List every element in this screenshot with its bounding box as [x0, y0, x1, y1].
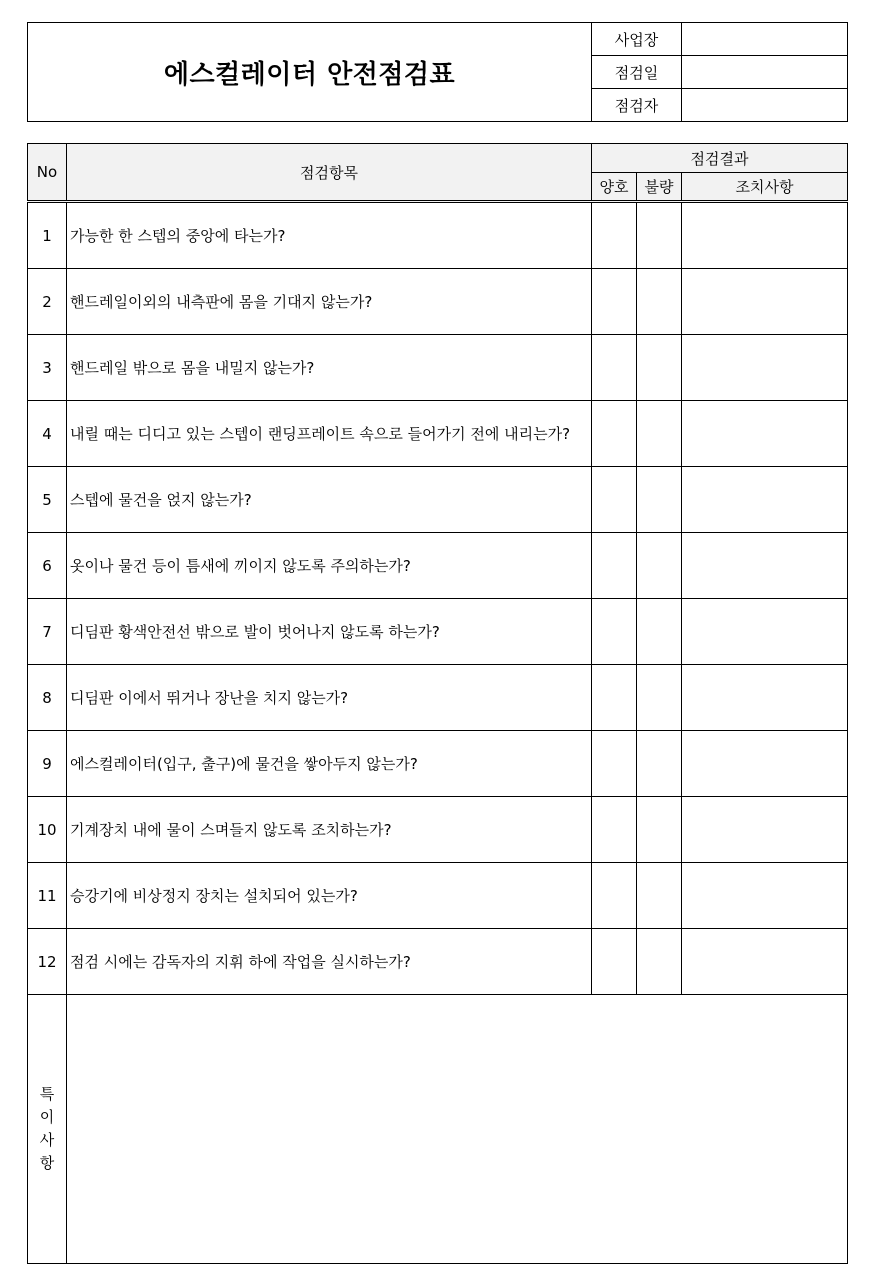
column-header-item: 점검항목: [67, 144, 592, 202]
row-bad-cell[interactable]: [637, 467, 682, 533]
row-good-cell[interactable]: [592, 929, 637, 995]
row-good-cell[interactable]: [592, 335, 637, 401]
row-number: 5: [28, 467, 67, 533]
table-row: [28, 467, 848, 533]
table-row: [28, 335, 848, 401]
table-row: [28, 863, 848, 929]
row-number: 4: [28, 401, 67, 467]
row-item-text: 옷이나 물건 등이 틈새에 끼이지 않도록 주의하는가?: [67, 533, 592, 599]
row-bad-cell[interactable]: [637, 335, 682, 401]
row-bad-cell[interactable]: [637, 533, 682, 599]
column-header-no: No: [28, 144, 67, 202]
checklist-rows: [28, 202, 848, 1264]
row-number: 9: [28, 731, 67, 797]
table-row: [28, 269, 848, 335]
column-header-good: 양호: [592, 173, 637, 202]
row-good-cell[interactable]: [592, 401, 637, 467]
row-bad-cell[interactable]: [637, 202, 682, 269]
row-number: 10: [28, 797, 67, 863]
table-row: [28, 731, 848, 797]
row-good-cell[interactable]: [592, 202, 637, 269]
row-number: 2: [28, 269, 67, 335]
row-action-cell[interactable]: [682, 533, 848, 599]
row-item-text: 핸드레일 밖으로 몸을 내밀지 않는가?: [67, 335, 592, 401]
row-number: 3: [28, 335, 67, 401]
row-bad-cell[interactable]: [637, 269, 682, 335]
workplace-field[interactable]: [682, 23, 848, 56]
table-row: [28, 202, 848, 269]
row-good-cell[interactable]: [592, 269, 637, 335]
column-header-action: 조치사항: [682, 173, 848, 202]
row-item-text: 점검 시에는 감독자의 지휘 하에 작업을 실시하는가?: [67, 929, 592, 995]
notes-row: [28, 995, 848, 1264]
row-action-cell[interactable]: [682, 929, 848, 995]
row-item-text: 디딤판 황색안전선 밖으로 발이 벗어나지 않도록 하는가?: [67, 599, 592, 665]
row-item-text: 기계장치 내에 물이 스며들지 않도록 조치하는가?: [67, 797, 592, 863]
row-item-text: 디딤판 이에서 뛰거나 장난을 치지 않는가?: [67, 665, 592, 731]
table-row: [28, 599, 848, 665]
row-bad-cell[interactable]: [637, 599, 682, 665]
notes-label: [28, 995, 67, 1264]
row-bad-cell[interactable]: [637, 863, 682, 929]
column-header-result: 점검결과: [592, 144, 848, 173]
row-action-cell[interactable]: [682, 335, 848, 401]
table-row: [28, 929, 848, 995]
page-title: 에스컬레이터 안전점검표: [28, 23, 592, 122]
notes-label-char: 사: [39, 1131, 55, 1149]
row-number: 8: [28, 665, 67, 731]
row-item-text: 가능한 한 스텝의 중앙에 타는가?: [67, 202, 592, 269]
row-good-cell[interactable]: [592, 797, 637, 863]
row-number: 6: [28, 533, 67, 599]
row-action-cell[interactable]: [682, 467, 848, 533]
row-action-cell[interactable]: [682, 269, 848, 335]
row-item-text: 승강기에 비상정지 장치는 설치되어 있는가?: [67, 863, 592, 929]
row-good-cell[interactable]: [592, 599, 637, 665]
row-item-text: 내릴 때는 디디고 있는 스텝이 랜딩프레이트 속으로 들어가기 전에 내리는가?: [67, 401, 592, 467]
row-good-cell[interactable]: [592, 731, 637, 797]
inspector-field[interactable]: [682, 89, 848, 122]
row-good-cell[interactable]: [592, 665, 637, 731]
table-row: [28, 665, 848, 731]
notes-label-char: 이: [39, 1108, 55, 1126]
checklist-table: [27, 143, 848, 1264]
row-bad-cell[interactable]: [637, 731, 682, 797]
row-number: 7: [28, 599, 67, 665]
row-action-cell[interactable]: [682, 731, 848, 797]
row-action-cell[interactable]: [682, 797, 848, 863]
notes-label-char: 항: [39, 1154, 55, 1172]
row-good-cell[interactable]: [592, 533, 637, 599]
row-action-cell[interactable]: [682, 665, 848, 731]
inspector-label: 점검자: [592, 89, 682, 122]
table-row: [28, 533, 848, 599]
row-bad-cell[interactable]: [637, 665, 682, 731]
inspection-date-label: 점검일: [592, 56, 682, 89]
row-bad-cell[interactable]: [637, 797, 682, 863]
row-item-text: 스텝에 물건을 얹지 않는가?: [67, 467, 592, 533]
row-item-text: 에스컬레이터(입구, 출구)에 물건을 쌓아두지 않는가?: [67, 731, 592, 797]
table-row: [28, 797, 848, 863]
workplace-label: 사업장: [592, 23, 682, 56]
table-row: [28, 401, 848, 467]
notes-field[interactable]: [67, 995, 848, 1264]
notes-label-char: 특: [39, 1085, 55, 1103]
row-number: 11: [28, 863, 67, 929]
row-action-cell[interactable]: [682, 863, 848, 929]
inspection-date-field[interactable]: [682, 56, 848, 89]
row-action-cell[interactable]: [682, 202, 848, 269]
column-header-bad: 불량: [637, 173, 682, 202]
row-item-text: 핸드레일이외의 내측판에 몸을 기대지 않는가?: [67, 269, 592, 335]
row-action-cell[interactable]: [682, 599, 848, 665]
row-good-cell[interactable]: [592, 467, 637, 533]
row-number: 12: [28, 929, 67, 995]
row-number: 1: [28, 202, 67, 269]
row-bad-cell[interactable]: [637, 929, 682, 995]
row-good-cell[interactable]: [592, 863, 637, 929]
header-table: [27, 22, 848, 122]
row-bad-cell[interactable]: [637, 401, 682, 467]
row-action-cell[interactable]: [682, 401, 848, 467]
